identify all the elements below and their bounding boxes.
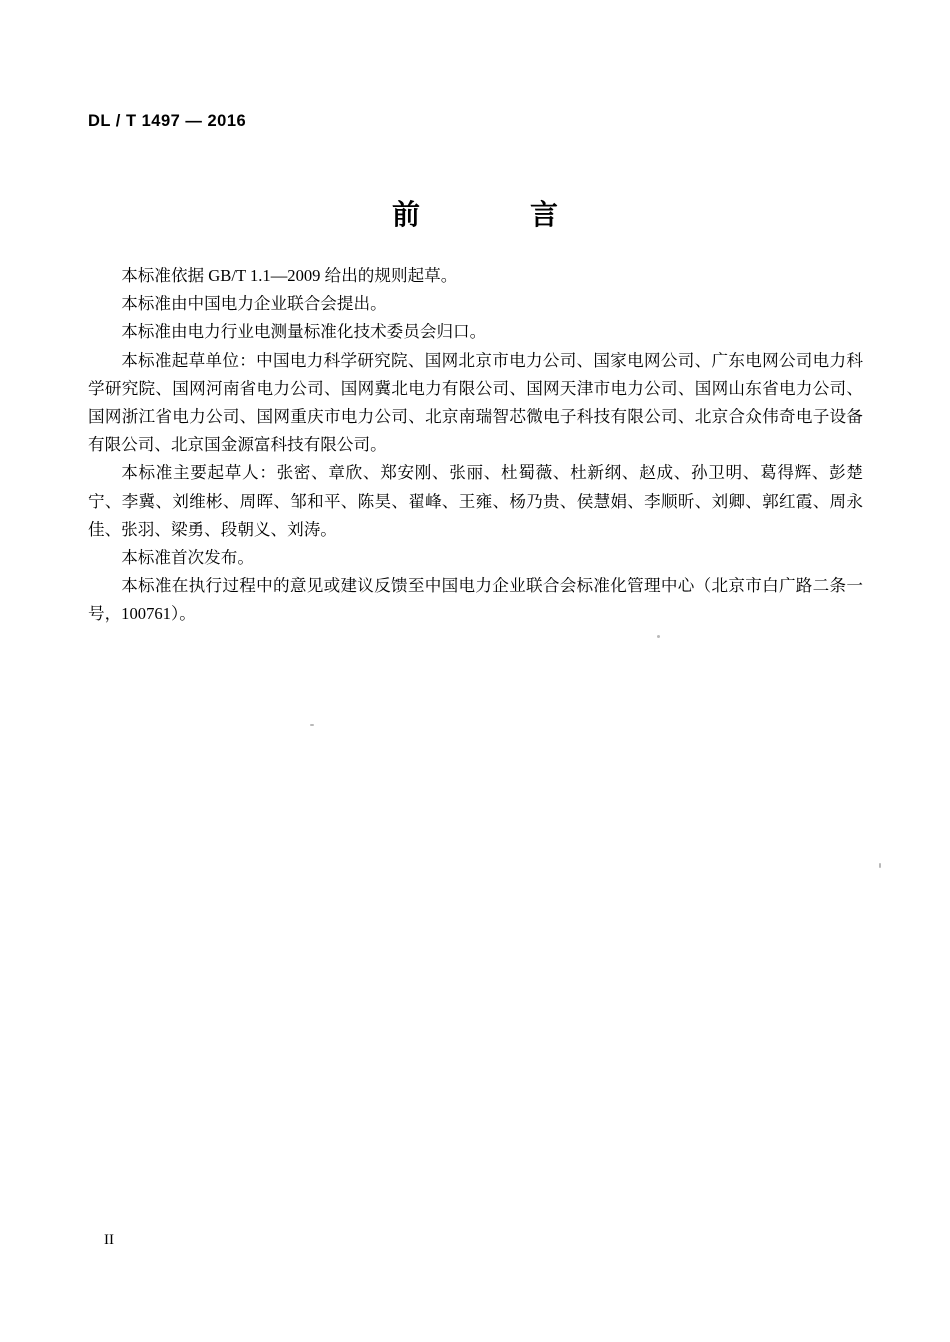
paragraph: 本标准由中国电力企业联合会提出。 xyxy=(121,294,387,314)
standard-number-header: DL / T 1497 — 2016 xyxy=(88,112,247,130)
page-speck xyxy=(879,863,881,868)
paragraph: 本标准依据 GB/T 1.1—2009 给出的规则起草。 xyxy=(121,266,458,285)
paragraph: 本标准主要起草人：张密、章欣、郑安刚、张丽、杜蜀薇、杜新纲、赵成、孙卫明、葛得辉、彭楚宁、李冀、刘维彬、周晖、邹和平、陈昊、翟峰、王雍、杨乃贵、侯慧娟、李顺昕、刘卿、郭红霞、周永佳、张羽、梁勇、段朝义、刘涛。 xyxy=(88,463,863,539)
paragraph: 本标准首次发布。 xyxy=(121,548,254,568)
page-speck xyxy=(310,724,314,726)
paragraph: 本标准起草单位：中国电力科学研究院、国网北京市电力公司、国家电网公司、广东电网公司电力科学研究院、国网河南省电力公司、国网冀北电力有限公司、国网天津市电力公司、国网山东省电力公司、国网浙江省电力公司、国网重庆市电力公司、北京南瑞智芯微电子科技有限公司、北京合众伟奇电子设备有限公司、北京国金源富科技有限公司。 xyxy=(88,350,863,455)
page-title: 前 言 xyxy=(391,200,576,231)
page-speck xyxy=(657,635,660,638)
page-number: II xyxy=(104,1232,114,1248)
foreword-body xyxy=(88,262,863,629)
paragraph: 本标准在执行过程中的意见或建议反馈至中国电力企业联合会标准化管理中心（北京市白广路二条一号，100761）。 xyxy=(88,576,863,624)
paragraph: 本标准由电力行业电测量标准化技术委员会归口。 xyxy=(121,322,487,342)
